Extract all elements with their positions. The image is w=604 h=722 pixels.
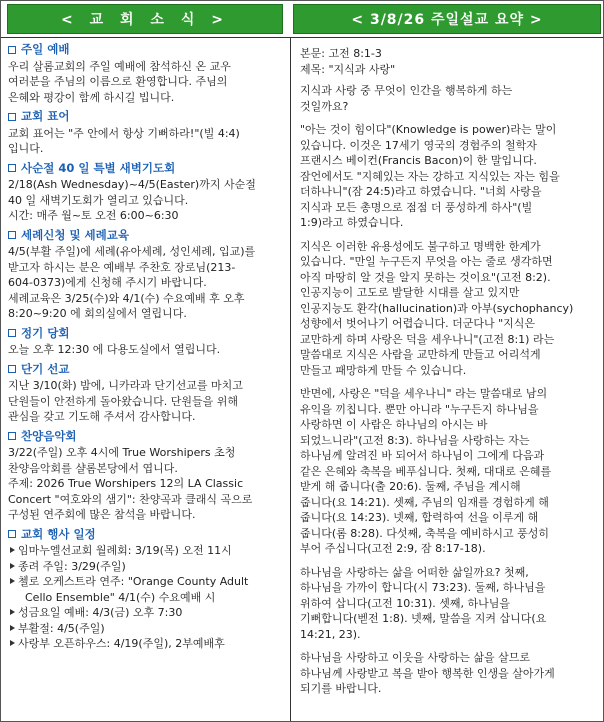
church-news-title: < 교 회 소 식 > (61, 12, 229, 28)
sermon-paragraph: 지식은 이러한 유용성에도 불구하고 명백한 한계가 있습니다. "만일 누구든지 무엇을 아는 줄로 생각하면 아직 마땅히 알 것을 알지 못하는 것이요"(고전 8:2). 인공지능이 고도로 발달한 시대를 살고 있지만 인공지능도 환각(hallucination)과 아부(sychophancy) 성향에서 벗어나기 어렵습니다. 더군다나 "지식은 교만하게 하며 사랑은 덕을 세우나니"(고전 8:1) 라는 말씀대로 지식은 사람을 교만하게 만들고 어리석게 만들고 패망하게 만들 수 있습니다. (300, 239, 574, 377)
triangle-bullet-icon (10, 547, 15, 553)
list-item (8, 621, 286, 637)
square-bullet-icon (8, 365, 16, 373)
list-item (8, 636, 286, 652)
news-section-lent-prayer (8, 161, 286, 224)
event-text: 첼로 오케스트라 연주: "Orange County Adult Cello Ensemble" 4/1(수) 수요예배 시 (18, 575, 249, 604)
news-section-body: 교회 표어는 "주 안에서 항상 기뻐하라!"(빌 4:4) 입니다. (8, 126, 240, 155)
news-section-title: 찬양음악회 (21, 428, 77, 443)
sermon-paragraph: 반면에, 사랑은 "덕을 세우나니" 라는 말씀대로 남의 유익을 끼칩니다. 뿐만 아니라 "누구든지 하나님을 사랑하면 이 사람은 하나님의 아시는 바 되었느니라"(고전 8:3). 하나님을 사랑하는 자는 하나님께 알려진 바 되어서 하나님이 그에게 다음과 같은 은혜와 축복을 베푸십니다. 첫째, 대대로 은혜를 받게 해 줍니다(출 20:6). 둘째, 주님을 계시해 줍니다(요 14:21). 셋째, 주님의 임재를 경험하게 해 줍니다(요 14:23). 넷째, 합력하여 선을 이루게 해 줍니다(롬 8:28). 다섯째, 축복을 예비하시고 풍성히 부어 주십니다(고전 2:9, 잠 8:17-18). (300, 387, 552, 555)
sermon-title: 제목: "지식과 사랑" (300, 62, 396, 76)
sermon-header (300, 46, 596, 77)
event-text: 임마누엘선교회 월례회: 3/19(목) 오전 11시 (18, 544, 232, 557)
event-text: 성금요일 예배: 4/3(금) 오후 7:30 (18, 606, 183, 619)
square-bullet-icon (8, 46, 16, 54)
church-news-banner (7, 4, 283, 34)
triangle-bullet-icon (10, 563, 15, 569)
news-section-title: 세례신청 및 세례교육 (21, 227, 129, 242)
list-item (8, 605, 286, 621)
square-bullet-icon (8, 530, 16, 538)
triangle-bullet-icon (10, 609, 15, 615)
event-list (8, 543, 286, 652)
news-section-title: 정기 당회 (21, 325, 70, 340)
news-section-body: 지난 3/10(화) 밤에, 니카라과 단기선교를 마치고 단원들이 안전하게 돌아왔습니다. 단원들을 위해 관심을 갖고 기도해 주셔서 감사합니다. (8, 379, 243, 423)
sermon-paragraph: 하나님을 사랑하는 삶을 어떠한 삶일까요? 첫째, 하나님을 가까이 합니다(시 73:23). 둘째, 하나님을 위하여 삽니다(고전 10:31). 셋째, 하나님을 기뻐합니다(벧전 1:8). 넷째, 말씀을 지켜 삽니다(요 14:21, 23). (300, 565, 547, 641)
triangle-bullet-icon (10, 640, 15, 646)
sermon-summary-title: < 3/8/26 주일설교 요약 > (351, 12, 543, 28)
news-section-body: 3/22(주일) 오후 4시에 True Worshipers 초청 찬양음악회를 샬롬본당에서 엽니다. 주제: 2026 True Worshipers 12의 LA Classic Concert "여호와의 샘기": 찬양곡과 클래식 곡으로 구성된 연주회에 많은 참석을 바랍니다. (8, 446, 253, 521)
news-section-mission (8, 362, 286, 425)
square-bullet-icon (8, 113, 16, 121)
news-section-motto (8, 109, 286, 157)
news-section-body: 우리 살롬교회의 주일 예배에 참석하신 온 교우 여러분을 주님의 이름으로 환영합니다. 주님의 은혜와 평강이 함께 하시길 빕니다. (8, 59, 231, 104)
news-section-concert (8, 429, 286, 523)
news-section-body: 4/5(부활 주일)에 세례(유아세례, 성인세례, 입교)를 받고자 하시는 분은 예배부 주찬호 장로님(213- 604-0373)에게 신청해 주시기 바랍니다. 세례교육은 3/25(수)와 4/1(수) 수요예배 후 오후 8:20~9:20 에 회의실에서 열립니다. (8, 245, 256, 320)
news-section-baptism (8, 228, 286, 322)
sermon-column (300, 46, 596, 705)
event-text: 사랑부 오픈하우스: 4/19(주일), 2부예배후 (18, 637, 225, 650)
square-bullet-icon (8, 231, 16, 239)
list-item (8, 559, 286, 575)
news-section-session (8, 326, 286, 358)
news-section-title: 단기 선교 (21, 361, 70, 376)
news-section-title: 교회 표어 (21, 109, 70, 123)
square-bullet-icon (8, 329, 16, 337)
square-bullet-icon (8, 164, 16, 172)
list-item (8, 543, 286, 559)
sermon-paragraph: 지식과 사랑 중 무엇이 인간을 행복하게 하는 것일까요? (300, 84, 513, 113)
sermon-summary-banner (293, 4, 601, 34)
news-section-worship (8, 42, 286, 105)
sermon-paragraph: 하나님을 사랑하고 이웃을 사랑하는 삶을 살므로 하나님께 사랑받고 복을 받아 행복한 인생을 살아가게 되기를 바랍니다. (300, 651, 555, 695)
event-text: 종려 주일: 3/29(주일) (18, 559, 126, 573)
sermon-paragraph: "아는 것이 힘이다"(Knowledge is power)라는 말이 있습니다. 이것은 17세기 영국의 경험주의 철학자 프랜시스 베이컨(Francis Bacon)이 한 말입니다. 잠언에서도 "지혜있는 자는 강하고 지식있는 자는 힘을 더하나니"(잠 24:5)라고 하였습니다. "너희 사랑을 지식과 모든 총명으로 점점 더 풍성하게 하사"(빌 1:9)라고 하였습니다. (300, 123, 560, 229)
list-item (8, 574, 286, 605)
church-news-column (8, 40, 286, 656)
header-divider (1, 37, 603, 38)
news-section-body: 오늘 오후 12:30 에 다용도실에서 열립니다. (8, 343, 221, 356)
event-text: 부활절: 4/5(주일) (18, 621, 105, 635)
triangle-bullet-icon (10, 578, 15, 584)
column-divider (290, 37, 291, 721)
news-section-body: 2/18(Ash Wednesday)~4/5(Easter)까지 사순절 40 일 새벽기도회가 열리고 있습니다. 시간: 매주 월~토 오전 6:00~6:30 (8, 178, 256, 222)
sermon-scripture: 본문: 고전 8:1-3 (300, 47, 382, 60)
triangle-bullet-icon (10, 625, 15, 631)
square-bullet-icon (8, 432, 16, 440)
news-section-title: 주일 예배 (21, 42, 70, 56)
news-section-events (8, 527, 286, 652)
events-title: 교회 행사 일정 (21, 526, 96, 541)
news-section-title: 사순절 40 일 특별 새벽기도회 (21, 160, 176, 175)
